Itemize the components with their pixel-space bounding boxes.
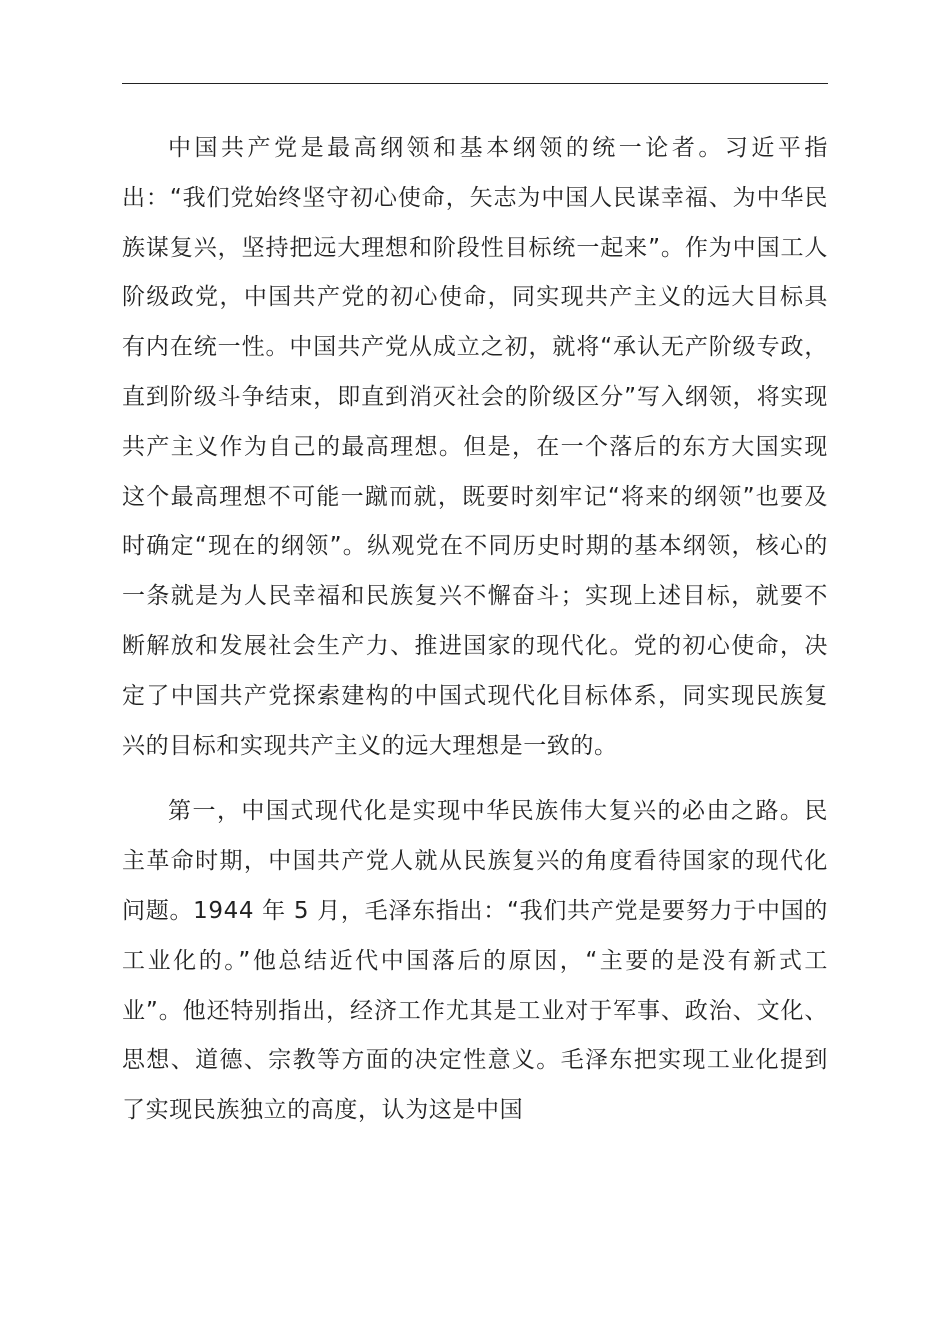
- paragraph-2: 第一，中国式现代化是实现中华民族伟大复兴的必由之路。民主革命时期，中国共产党人就从民族复兴的角度看待国家的现代化问题。1944 年 5 月，毛泽东指出：“我们共产党是要努力于中国的工业化的。”他总结近代中国落后的原因，“主要的是没有新式工业”。他还特别指出，经济工作尤其是工业对于军事、政治、文化、思想、道德、宗教等方面的决定性意义。毛泽东把实现工业化提到了实现民族独立的高度，认为这是中国: [122, 798, 828, 1124]
- document-body: [122, 124, 828, 1136]
- paragraph-1: 中国共产党是最高纲领和基本纲领的统一论者。习近平指出：“我们党始终坚守初心使命，矢志为中国人民谋幸福、为中华民族谋复兴，坚持把远大理想和阶段性目标统一起来”。作为中国工人阶级政党，中国共产党的初心使命，同实现共产主义的远大目标具有内在统一性。中国共产党从成立之初，就将“承认无产阶级专政，直到阶级斗争结束，即直到消灭社会的阶级区分”写入纲领，将实现共产主义作为自己的最高理想。但是，在一个落后的东方大国实现这个最高理想不可能一蹴而就，既要时刻牢记“将来的纲领”也要及时确定“现在的纲领”。纵观党在不同历史时期的基本纲领，核心的一条就是为人民幸福和民族复兴不懈奋斗；实现上述目标，就要不断解放和发展社会生产力、推进国家的现代化。党的初心使命，决定了中国共产党探索建构的中国式现代化目标体系，同实现民族复兴的目标和实现共产主义的远大理想是一致的。: [122, 135, 828, 759]
- header-rule: [122, 83, 828, 84]
